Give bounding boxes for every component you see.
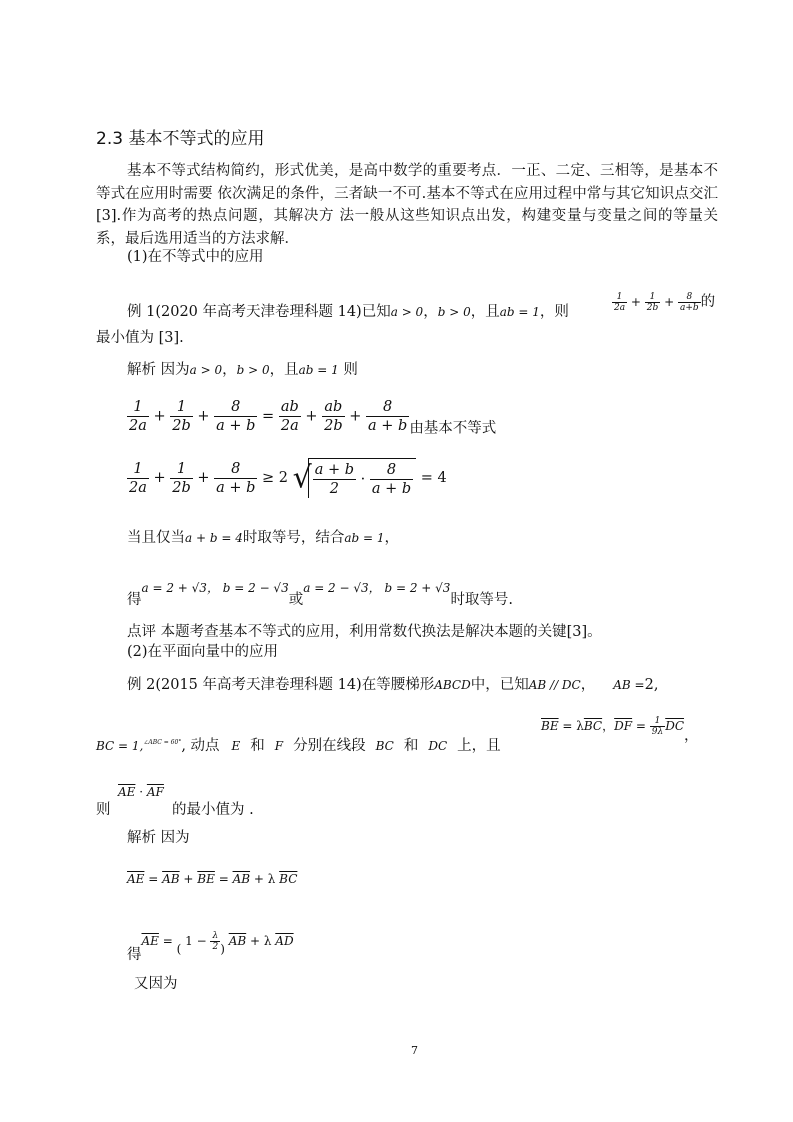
equation1: $\frac{1}{2a}$ + $\frac{1}{2b}$ + $\frac{8}{a + b}$ = $\frac{ab}{2a}$ + $\frac{ab}{2b}$ + $\frac{8}{a + b}$ 由基本不等式 [129,399,497,437]
intro-paragraph: 基本不等式结构简约，形式优美，是高中数学的重要考点．一正、二定、三相等，是基本不等式在应用时需要 依次满足的条件，三者缺一不可.基本不等式在应用过程中常与其它知识点交汇[3].作为高考的热点问题，其解决方 法一般从这些知识点出发，构建变量与变量之间的等量关系，最后选用适当的方法求解． [96,163,718,247]
page-number: 7 [411,1044,418,1057]
vector-equation1: $\overline{AE} = \overline{AB} + \overline{BE} = \overline{AB} + \lambda$ $\overline{BC}$ [127,872,298,886]
get-word: 得 [127,947,142,963]
equality-condition [127,526,399,547]
expr-tail: 的 [700,294,716,310]
frac-1-over-2b: $\frac{1}{2b}$ [646,291,659,313]
on-segment-text: 分别在线段 [293,738,366,754]
solution1-intro [127,358,358,379]
cond-a-positive: a > 0 [390,305,424,319]
cond-b-positive: b > 0 [236,363,270,377]
cond-ab-length: AB = [613,678,645,692]
segment-bc: BC [375,739,394,753]
then-word: 则 [338,362,358,378]
or-word: 或 [288,592,304,608]
cond-b-positive: b > 0 [437,305,471,319]
subheading-vector: (2)在平面向量中的应用 [127,644,279,660]
vector-equation2: 得$\overline{AE} = _($ 1 − $\frac{\lambda}{2}$ $_)$ $\overline{AB} + \lambda$ $\overline{AD}$ [127,930,294,963]
eq-cond-prefix: 当且仅当 [127,530,185,546]
sep: ， [222,362,237,378]
example1-expression: $\frac{1}{2a}$ + $\frac{1}{2b}$ + $\frac{8}{a+b}$ 的 [614,291,716,313]
cond-ab-equals-1: ab = 1 [499,305,540,319]
eq-cond-a-plus-b: a + b = 4 [185,531,243,545]
moving-points-text: , 动点 [181,738,220,754]
solution-values [127,576,514,608]
example1-stem-line2: 最小值为 [3]. [96,330,184,346]
sep: ， [580,677,596,693]
solution2-intro: 解析 因为 [127,830,190,846]
solution-end: 时取等号. [450,592,514,608]
sep: ， [684,728,699,744]
dot-product-expr: $\overline{AE} \cdot \overline{AF}$ [118,785,164,799]
example2-min-text: 的最小值为 . [172,802,254,818]
cond-ab-equals-1: ab = 1 [298,363,339,377]
again-because: 又因为 [134,976,178,992]
sep: ，且 [470,304,500,320]
eq-cond-mid: 时取等号，结合 [242,530,345,546]
point-e: E [231,739,241,753]
segment-dc: DC [428,739,448,753]
cond-ab-parallel-dc: AB // DC [528,678,581,692]
example1-stem-text: 例 1(2020 年高考天津卷理科题 14)已知 [127,304,391,320]
section-heading: 2.3 基本不等式的应用 [96,129,265,149]
frac-8-over-a-plus-b: $\frac{8}{a+b}$ [679,291,699,313]
then-word: 则 [96,802,111,818]
sep: ， [423,304,438,320]
example2-question [96,798,111,819]
example2-line2 [96,734,501,755]
sep: ， [384,530,399,546]
upper-text: 上，且 [457,738,501,754]
sep: ，且 [269,362,299,378]
subheading-inequality: (1)在不等式中的应用 [127,249,264,265]
equation2: $\frac{1}{2a}$ + $\frac{1}{2b}$ + $\frac{8}{a + b}$ ≥ 2 √ $\frac{a + b}{2}$ · $\frac{8}{a + b}$ = 4 [127,458,447,498]
example1-comment: 点评 本题考查基本不等式的应用，利用常数代换法是解决本题的关键[3]。 [127,624,602,640]
angle-abc: ∠ABC = 60° [143,739,182,746]
example2-stem-text: 例 2(2015 年高考天津卷理科题 14)在等腰梯形 [127,677,435,693]
trapezoid-name: ABCD [434,678,471,692]
cond-bc-length: BC = 1, [96,739,144,753]
sep: ，则 [539,304,569,320]
and-word: 和 [403,738,419,754]
equation1-tail: 由基本不等式 [409,420,497,437]
get-word: 得 [127,592,142,608]
example2-mid: 中，已知 [470,677,529,693]
vector-conditions: $\overline{BE} = \lambda\overline{BC}$，$\overline{DF}$ = $\frac{1}{9\lambda}$ $\overline{DC}$， [541,715,699,744]
and-word: 和 [250,738,265,754]
solution-pair-2: a = 2 − √3， b = 2 + √3 [303,581,451,595]
frac-1-over-2a: $\frac{1}{2a}$ [614,291,626,313]
equation2-result: = 4 [420,470,447,486]
eq-cond-ab: ab = 1 [344,531,385,545]
cond-ab-value: 2, [644,677,659,693]
point-f: F [274,739,284,753]
example1-stem [127,300,569,321]
cond-a-positive: a > 0 [189,363,223,377]
example2-stem [127,673,658,694]
solution-pair-1: a = 2 + √3， b = 2 − √3 [141,581,289,595]
solution-label: 解析 因为 [127,362,190,378]
